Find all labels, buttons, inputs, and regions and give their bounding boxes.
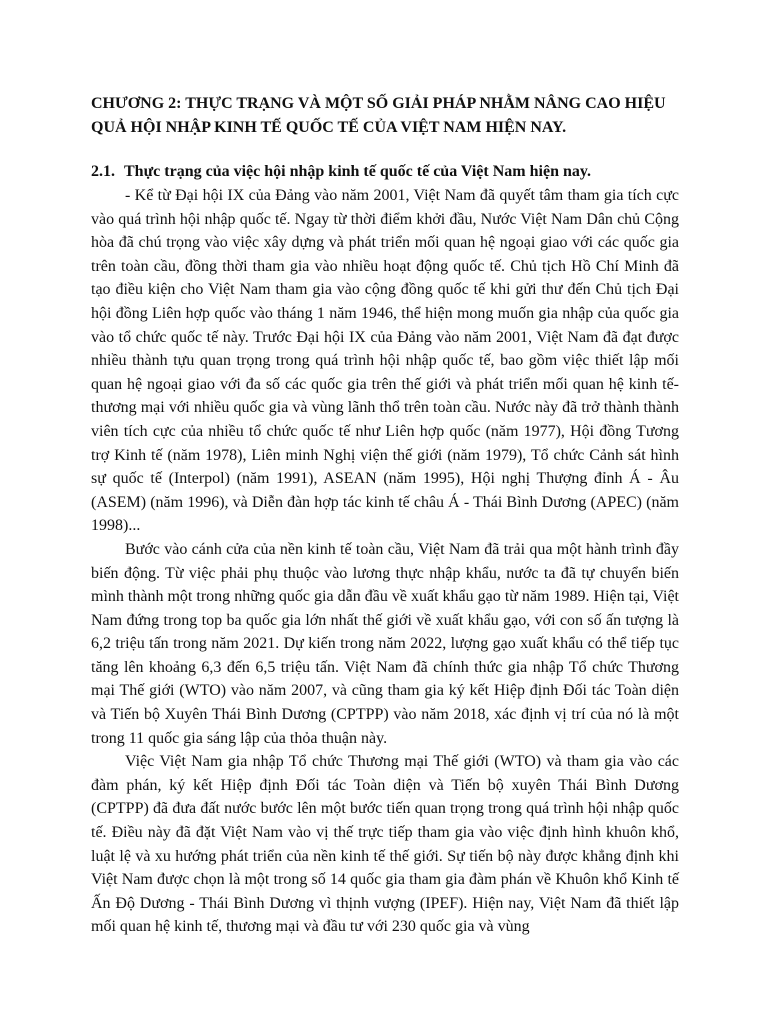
body-paragraph: Việc Việt Nam gia nhập Tổ chức Thương mại Thế giới (WTO) và tham gia vào các đàm phán, ký kết Hiệp định Đối tác Toàn diện và Tiến bộ xuyên Thái Bình Dương (CPTPP) đã đưa đất nước bước lên một bước tiến quan trọng trong quá trình hội nhập quốc tế. Điều này đã đặt Việt Nam vào vị thế trực tiếp tham gia vào việc định hình khuôn khổ, luật lệ và xu hướng phát triển của nền kinh tế thế giới. Sự tiến bộ này được khẳng định khi Việt Nam được chọn là một trong số 14 quốc gia tham gia đàm phán về Khuôn khổ Kinh tế Ấn Độ Dương - Thái Bình Dương vì thịnh vượng (IPEF). Hiện nay, Việt Nam đã thiết lập mối quan hệ kinh tế, thương mại và đầu tư với 230 quốc gia và vùng — [91, 753, 679, 936]
chapter-title: CHƯƠNG 2: THỰC TRẠNG VÀ MỘT SỐ GIẢI PHÁP NHẰM NÂNG CAO HIỆU QUẢ HỘI NHẬP KINH TẾ QUỐC TẾ CỦA VIỆT NAM HIỆN NAY. — [91, 95, 666, 136]
body-paragraph: - Kể từ Đại hội IX của Đảng vào năm 2001, Việt Nam đã quyết tâm tham gia tích cực vào quá trình hội nhập quốc tế. Ngay từ thời điểm khởi đầu, Nước Việt Nam Dân chủ Cộng hòa đã chú trọng vào việc xây dựng và phát triển mối quan hệ ngoại giao với các quốc gia trên toàn cầu, đồng thời tham gia vào nhiều hoạt động quốc tế. Chủ tịch Hồ Chí Minh đã tạo điều kiện cho Việt Nam tham gia vào cộng đồng quốc tế khi gửi thư đến Chủ tịch Đại hội đồng Liên hợp quốc vào tháng 1 năm 1946, thể hiện mong muốn gia nhập của quốc gia vào tổ chức quốc tế này. Trước Đại hội IX của Đảng vào năm 2001, Việt Nam đã đạt được nhiều thành tựu quan trọng trong quá trình hội nhập quốc tế, bao gồm việc thiết lập mối quan hệ ngoại giao với đa số các quốc gia trên thế giới và phát triển mối quan hệ kinh tế-thương mại với nhiều quốc gia và vùng lãnh thổ trên toàn cầu. Nước này đã trở thành thành viên tích cực của nhiều tổ chức quốc tế như Liên hợp quốc (năm 1977), Hội đồng Tương trợ Kinh tế (năm 1978), Liên minh Nghị viện thế giới (năm 1979), Tổ chức Cảnh sát hình sự quốc tế (Interpol) (năm 1991), ASEAN (năm 1995), Hội nghị Thượng đỉnh Á - Âu (ASEM) (năm 1996), và Diễn đàn hợp tác kinh tế châu Á - Thái Bình Dương (APEC) (năm 1998)... — [91, 187, 679, 535]
page-content — [91, 92, 679, 939]
section-number: 2.1. — [91, 163, 115, 180]
body-paragraph: Bước vào cánh cửa của nền kinh tế toàn cầu, Việt Nam đã trải qua một hành trình đầy biến động. Từ việc phải phụ thuộc vào lương thực nhập khẩu, nước ta đã tự chuyển biến mình thành một trong những quốc gia dẫn đầu về xuất khẩu gạo từ năm 1989. Hiện tại, Việt Nam đứng trong top ba quốc gia lớn nhất thế giới về xuất khẩu gạo, với con số ấn tượng là 6,2 triệu tấn trong năm 2021. Dự kiến trong năm 2022, lượng gạo xuất khẩu có thể tiếp tục tăng lên khoảng 6,3 đến 6,5 triệu tấn. Việt Nam đã chính thức gia nhập Tổ chức Thương mại Thế giới (WTO) vào năm 2007, và cũng tham gia ký kết Hiệp định Đối tác Toàn diện và Tiến bộ Xuyên Thái Bình Dương (CPTPP) vào năm 2018, xác định vị trí của nó là một trong 11 quốc gia sáng lập của thỏa thuận này. — [91, 540, 679, 747]
section-heading — [91, 160, 679, 184]
section-title: Thực trạng của việc hội nhập kinh tế quốc tế của Việt Nam hiện nay. — [124, 163, 591, 180]
